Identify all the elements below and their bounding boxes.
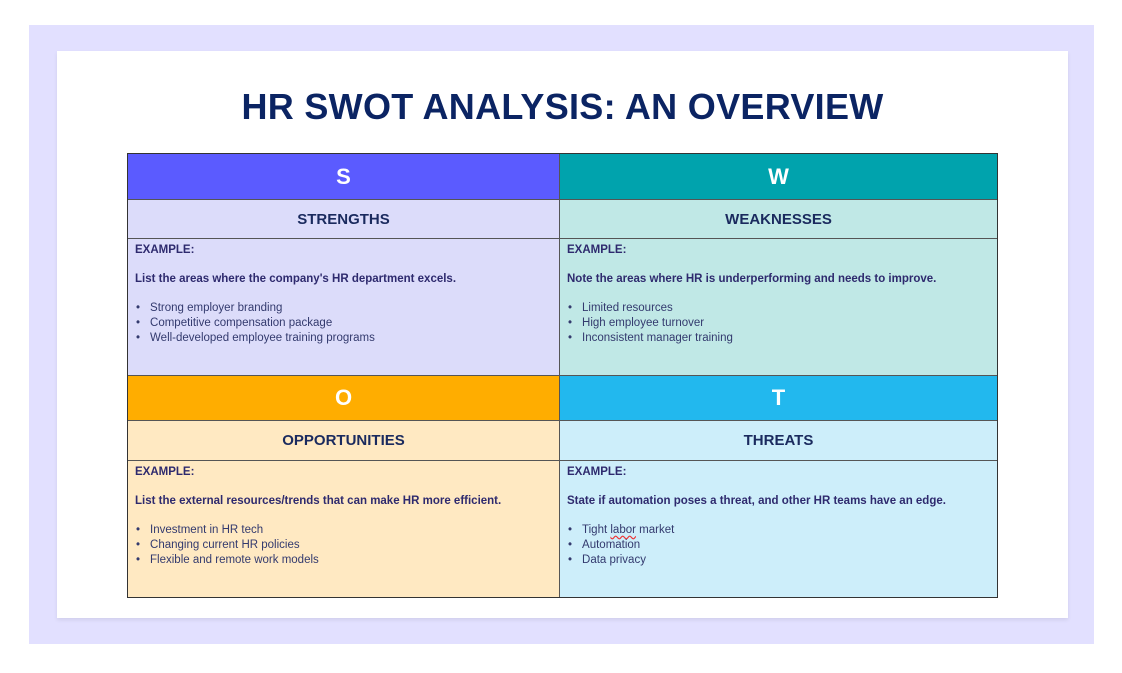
description: List the external resources/trends that can make HR more efficient. xyxy=(135,495,502,507)
list-item: • Inconsistent manager training xyxy=(567,331,990,346)
text: market xyxy=(635,524,675,536)
list-item xyxy=(567,523,990,538)
opportunities-body xyxy=(128,461,560,597)
strengths-body xyxy=(128,239,560,376)
swot-table xyxy=(127,153,998,598)
example-label: EXAMPLE: xyxy=(135,244,195,256)
list-item: • High employee turnover xyxy=(567,316,990,331)
strengths-heading: STRENGTHS xyxy=(128,200,560,239)
list-item: • Changing current HR policies xyxy=(135,538,552,553)
list-item: • Investment in HR tech xyxy=(135,523,552,538)
list-item: • Automation xyxy=(567,538,990,553)
description: List the areas where the company's HR department excels. xyxy=(135,273,457,285)
threats-letter: T xyxy=(560,376,997,421)
opportunities-heading: OPPORTUNITIES xyxy=(128,421,560,461)
spellcheck-word: labor xyxy=(610,524,636,536)
page-title: HR SWOT ANALYSIS: AN OVERVIEW xyxy=(241,86,884,127)
weaknesses-body xyxy=(560,239,997,376)
text: Tight xyxy=(582,524,611,536)
threats-body xyxy=(560,461,997,597)
example-label: EXAMPLE: xyxy=(567,244,627,256)
example-label: EXAMPLE: xyxy=(135,466,195,478)
list-item: • Strong employer branding xyxy=(135,301,552,316)
description: Note the areas where HR is underperforming and needs to improve. xyxy=(567,273,937,285)
list-item: • Data privacy xyxy=(567,553,990,568)
list-item: • Limited resources xyxy=(567,301,990,316)
weaknesses-letter: W xyxy=(560,154,997,200)
list-item: • Flexible and remote work models xyxy=(135,553,552,568)
list-item: • Well-developed employee training programs xyxy=(135,331,552,346)
list-item: • Competitive compensation package xyxy=(135,316,552,331)
strengths-letter: S xyxy=(128,154,560,200)
opportunities-letter: O xyxy=(128,376,560,421)
description: State if automation poses a threat, and other HR teams have an edge. xyxy=(567,495,946,507)
example-label: EXAMPLE: xyxy=(567,466,627,478)
weaknesses-heading: WEAKNESSES xyxy=(560,200,997,239)
threats-heading: THREATS xyxy=(560,421,997,461)
